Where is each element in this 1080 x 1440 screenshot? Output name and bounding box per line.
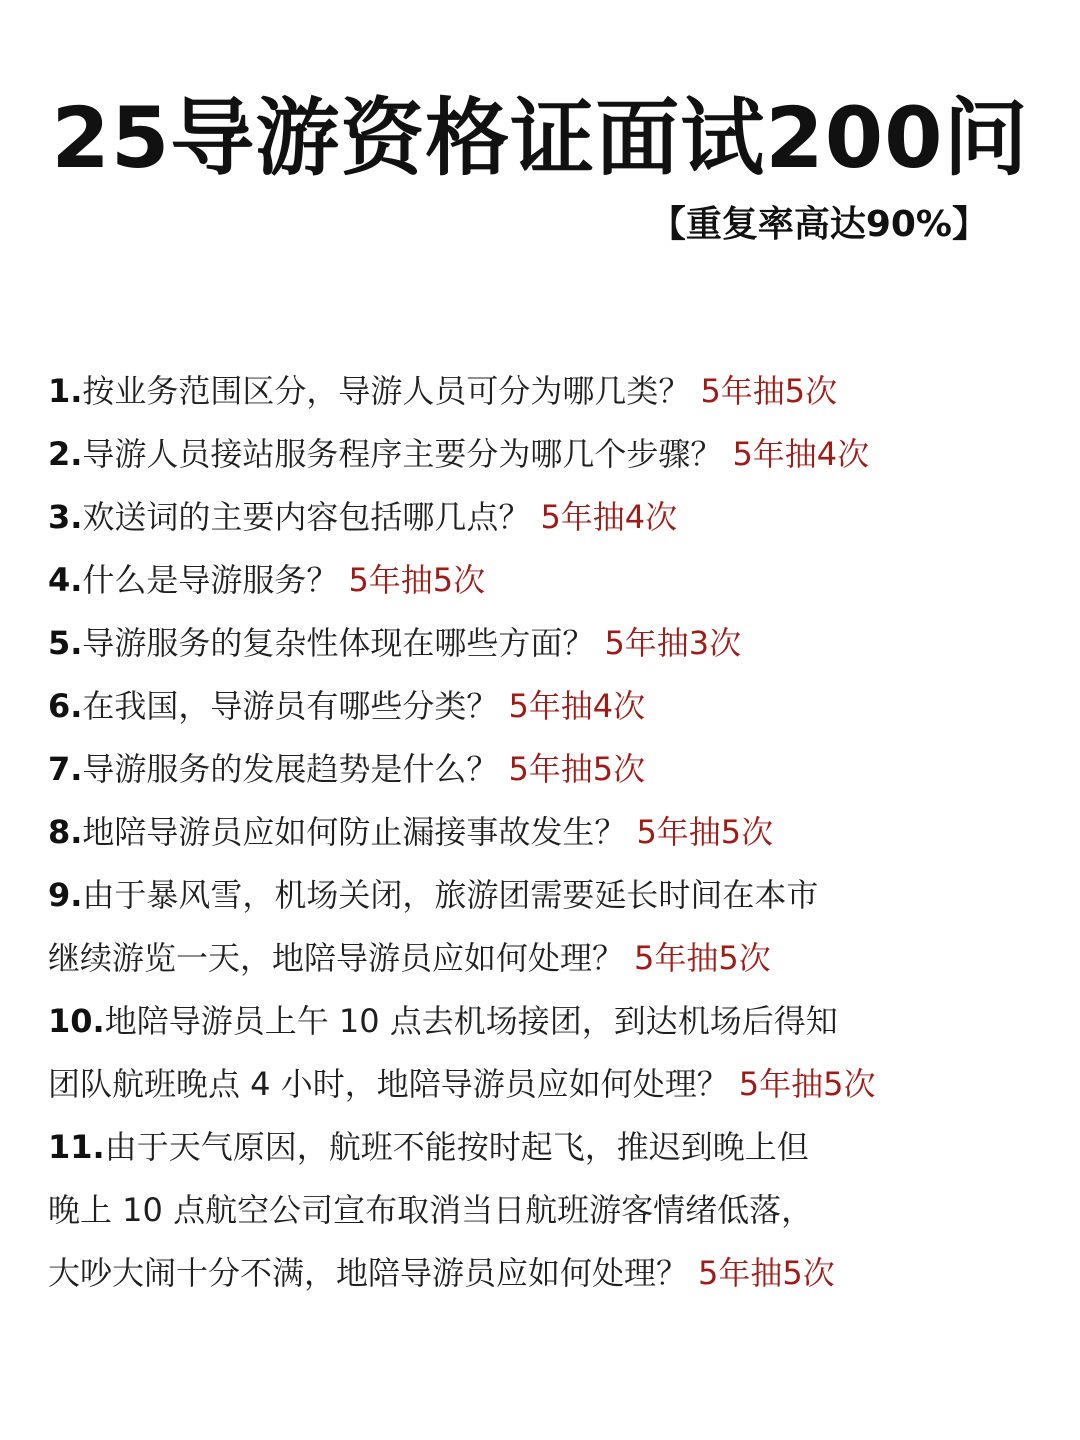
question-line [48,1053,1048,1116]
question-text: 按业务范围区分，导游人员可分为哪几类？ [82,372,691,410]
question-item [48,990,1048,1116]
question-number: 7. [48,750,83,788]
question-item [48,1116,1048,1305]
question-line [48,801,1048,864]
question-number: 9. [48,876,83,914]
question-item [48,801,1048,864]
question-item [48,864,1048,990]
question-line [48,612,1048,675]
question-number: 2. [48,435,83,473]
question-number: 6. [48,687,83,725]
question-text: 晚上 10 点航空公司宣布取消当日航班游客情绪低落， [48,1191,814,1229]
question-line [48,1242,1048,1305]
frequency-tag: 5年抽4次 [508,687,646,725]
question-item [48,549,1048,612]
question-line [48,675,1048,738]
frequency-tag: 5年抽4次 [540,498,678,536]
frequency-tag: 5年抽5次 [348,561,486,599]
question-line [48,360,1048,423]
question-text: 导游服务的发展趋势是什么？ [82,750,499,788]
question-line [48,549,1048,612]
question-line [48,1179,1048,1242]
question-number: 1. [48,372,83,410]
page-title: 25导游资格证面试200问 [51,89,1029,187]
question-text: 由于暴风雪，机场关闭，旅游团需要延长时间在本市 [82,876,819,914]
question-line [48,927,1048,990]
question-text: 在我国，导游员有哪些分类？ [82,687,499,725]
question-list [48,360,1048,1305]
question-line [48,1116,1048,1179]
question-number: 5. [48,624,83,662]
question-number: 8. [48,813,83,851]
question-text: 欢送词的主要内容包括哪几点？ [82,498,531,536]
question-text: 什么是导游服务？ [82,561,339,599]
subtitle: 【重复率高达90%】 [649,204,988,245]
question-item [48,360,1048,423]
question-line [48,738,1048,801]
frequency-tag: 5年抽5次 [738,1065,876,1103]
question-number: 11. [48,1128,105,1166]
question-text: 大吵大闹十分不满，地陪导游员应如何处理？ [48,1254,689,1292]
question-item [48,675,1048,738]
question-number: 10. [48,1002,105,1040]
question-line [48,864,1048,927]
frequency-tag: 5年抽5次 [700,372,838,410]
question-text: 团队航班晚点 4 小时，地陪导游员应如何处理？ [48,1065,729,1103]
frequency-tag: 5年抽5次 [634,939,771,977]
frequency-tag: 5年抽3次 [604,624,742,662]
question-text: 地陪导游员应如何防止漏接事故发生？ [82,813,627,851]
question-text: 导游服务的复杂性体现在哪些方面？ [82,624,595,662]
question-item [48,423,1048,486]
question-text: 继续游览一天，地陪导游员应如何处理？ [48,939,625,977]
question-line [48,990,1048,1053]
question-number: 3. [48,498,83,536]
question-line [48,486,1048,549]
frequency-tag: 5年抽5次 [636,813,774,851]
frequency-tag: 5年抽5次 [698,1254,835,1292]
question-text: 导游人员接站服务程序主要分为哪几个步骤？ [82,435,723,473]
question-text: 由于天气原因，航班不能按时起飞，推迟到晚上但 [104,1128,809,1166]
frequency-tag: 5年抽4次 [732,435,870,473]
question-item [48,612,1048,675]
question-line [48,423,1048,486]
question-item [48,486,1048,549]
question-number: 4. [48,561,83,599]
frequency-tag: 5年抽5次 [508,750,646,788]
question-item [48,738,1048,801]
question-text: 地陪导游员上午 10 点去机场接团，到达机场后得知 [104,1002,838,1040]
